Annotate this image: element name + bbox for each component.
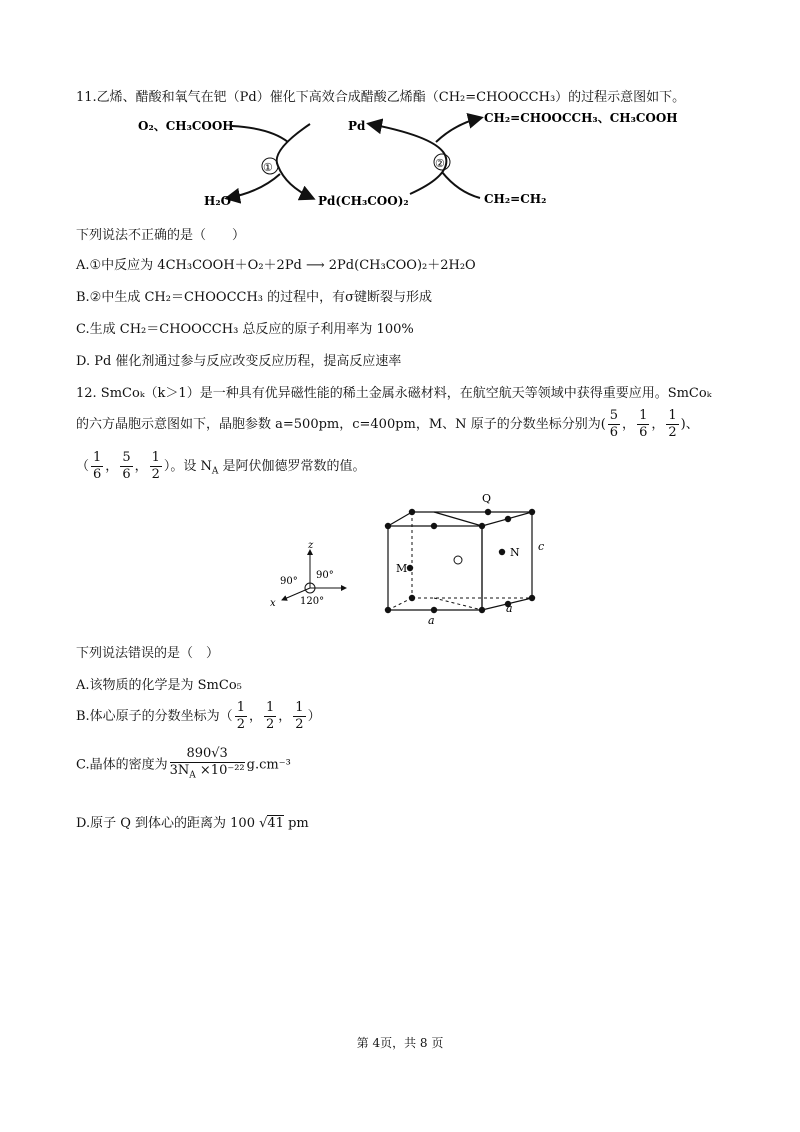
axis-x-label: x <box>270 598 276 609</box>
angle-label-1: 90° <box>280 576 298 587</box>
param-c-label: c <box>538 540 545 553</box>
pd-acetate-label: Pd(CH₃COO)₂ <box>318 194 409 208</box>
q12-line1: 12. SmCoₖ（k＞1）是一种具有优异磁性能的稀土金属永磁材料，在航空航天等领域中获得重要应用。SmCoₖ <box>76 386 712 401</box>
atom-q-label: Q <box>482 492 492 505</box>
q11-prompt: 下列说法不正确的是（ ） <box>76 228 246 243</box>
step2-label: ② <box>435 157 445 170</box>
right-products: CH₂=CHOOCCH₃、CH₃COOH <box>484 111 678 125</box>
atom-n-label: N <box>510 546 520 559</box>
m-coord-y: $\frac{1}{6}$ <box>639 408 648 440</box>
catalytic-cycle-diagram <box>120 106 680 218</box>
q12-line3: （ $\frac{1}{6}$ ， $\frac{5}{6}$ ， $\frac{1}{2}$ ）。设 $N_A$ 是阿伏伽德罗常数的值。 <box>76 450 366 482</box>
q12-option-a: A.该物质的化学是为 SmCo₅ <box>76 678 242 693</box>
m-coord-x: $\frac{5}{6}$ <box>609 408 619 440</box>
param-a-label-1: a <box>428 614 435 627</box>
n-coord-z: $\frac{1}{2}$ <box>151 450 160 482</box>
density-fraction: $\frac{890√3}{3N_A \times 10^{-22}}$ <box>169 746 245 781</box>
q12-option-d: D.原子 Q 到体心的距离为 100 √41 pm <box>76 816 309 831</box>
param-a-label-2: a <box>506 602 513 615</box>
q12-line2: 的六方晶胞示意图如下，晶胞参数 a=500pm，c=400pm，M、N 原子的分数坐标分别为( $\frac{5}{6}$ ， $\frac{1}{6}$ ， $\frac{1}{2}$ )、 <box>76 408 699 440</box>
n-coord-x: $\frac{1}{6}$ <box>93 450 102 482</box>
q11-option-b: B.②中生成 CH₂＝CHOOCCH₃ 的过程中，有σ键断裂与形成 <box>76 290 433 305</box>
q12-option-b: B.体心原子的分数坐标为（ $\frac{1}{2}$ ， $\frac{1}{2}$ ， $\frac{1}{2}$ ） <box>76 700 321 732</box>
body-center-z: $\frac{1}{2}$ <box>295 700 304 732</box>
q12-option-c: C.晶体的密度为 $\frac{890√3}{3N_A \times 10^{-22}}$ g.cm⁻³ <box>76 746 291 784</box>
body-center-y: $\frac{1}{2}$ <box>265 700 275 732</box>
hexagonal-cell-diagram <box>260 488 560 628</box>
atom-m-label: M <box>396 562 408 575</box>
q11-option-a: A.①中反应为 4CH₃COOH＋O₂＋2Pd ⟶ 2Pd(CH₃COO)₂＋2H₂O <box>76 258 476 273</box>
axis-z-label: z <box>308 540 314 551</box>
left-reactants: O₂、CH₃COOH <box>138 119 234 133</box>
body-center-x: $\frac{1}{2}$ <box>236 700 245 732</box>
q12-prompt: 下列说法错误的是（ ） <box>76 646 220 661</box>
page-footer: 第 4页，共 8 页 <box>356 1036 444 1050</box>
m-coord-z: $\frac{1}{2}$ <box>668 408 677 440</box>
q12-line2-text: 的六方晶胞示意图如下，晶胞参数 a=500pm，c=400pm，M、N 原子的分数坐标分别为( <box>76 417 606 432</box>
pd-label: Pd <box>348 119 366 133</box>
q11-stem: 11.乙烯、醋酸和氧气在钯（Pd）催化下高效合成醋酸乙烯酯（CH₂=CHOOCCH₃）的过程示意图如下。 <box>76 90 686 105</box>
angle-label-2: 90° <box>316 570 334 581</box>
n-coord-y: $\frac{5}{6}$ <box>122 450 131 482</box>
step1-label: ① <box>263 161 273 174</box>
angle-label-3: 120° <box>300 596 325 607</box>
q11-option-d: D. Pd 催化剂通过参与反应改变反应历程，提高反应速率 <box>76 354 402 369</box>
left-product-water: H₂O <box>204 194 232 208</box>
q11-option-c: C.生成 CH₂＝CHOOCCH₃ 总反应的原子利用率为 100% <box>76 322 414 337</box>
ethylene-label: CH₂=CH₂ <box>484 192 547 206</box>
